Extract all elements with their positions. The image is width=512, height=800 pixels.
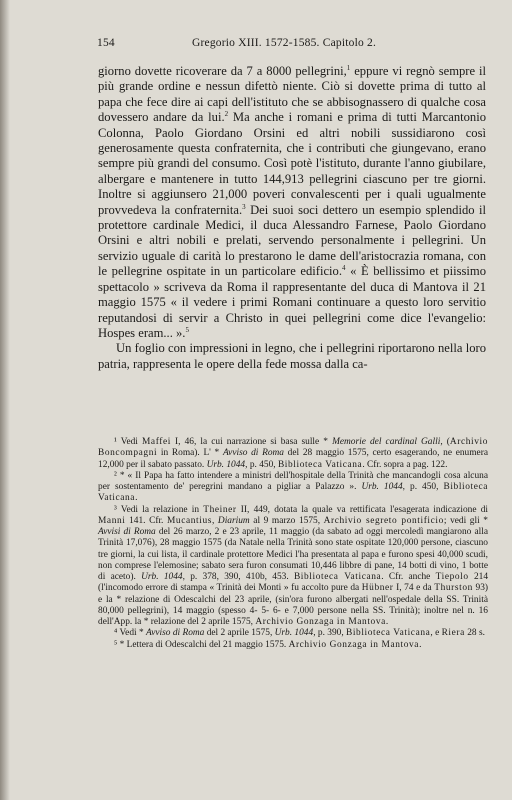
text-run: 214 (l'incomodo errore di stampa « Trinità dei Monti » fu accolto pure da bbox=[98, 572, 489, 594]
text-run: . Cfr. sopra a pag. 122. bbox=[362, 459, 448, 470]
author-name: Thurston bbox=[434, 583, 473, 594]
text-run: del 2 aprile 1575, bbox=[204, 628, 275, 639]
text-run: « È bellissimo et piissimo spettacolo » scriveva da Roma il rappresentante del duca di Mantova il 21 maggio 1575 « il vedere i primi Romani continuare a questo loro servitio reputandosi di servir a Christo in quei pellegrini come dice l'evangelio: Hospes eram... ». bbox=[98, 264, 486, 340]
page-header bbox=[97, 37, 492, 49]
paragraph-1 bbox=[98, 64, 486, 341]
text-run: , p. 378, 390, 410b, 453. bbox=[182, 572, 294, 582]
text-run: , ( bbox=[440, 437, 450, 447]
source-title: Avviso di Roma bbox=[222, 448, 284, 459]
footnote-1 bbox=[98, 437, 488, 471]
page-number: 154 bbox=[97, 37, 115, 49]
text-run: ; vedi gli * bbox=[443, 515, 488, 526]
source-title: Memorie del cardinal Galli bbox=[332, 437, 441, 447]
footnote-3 bbox=[98, 505, 488, 629]
footnote-ref-2: 2 bbox=[224, 110, 229, 119]
source-title: Urb. 1044 bbox=[361, 482, 403, 492]
author-name: Mucantius bbox=[167, 515, 212, 526]
author-name: Theiner bbox=[203, 504, 237, 515]
text-run: , p. 450, bbox=[245, 459, 278, 470]
text-run: I, 46, la cui narrazione si basa sulle * bbox=[170, 437, 333, 447]
page-gutter-shadow bbox=[0, 0, 10, 800]
main-text bbox=[98, 64, 486, 372]
text-run: ¹ Vedi bbox=[114, 437, 142, 447]
footnote-ref-4: 4 bbox=[342, 264, 346, 273]
paragraph-2: Un foglio con impressioni in legno, che i pellegrini riportarono nella loro patria, rappresenta le opere della fede mossa dalla ca- bbox=[98, 341, 486, 371]
text-run: , e bbox=[430, 628, 442, 639]
text-run: , bbox=[211, 515, 218, 526]
footnote-5 bbox=[98, 640, 488, 651]
text-run: , p. 450, bbox=[402, 482, 444, 492]
source-title: Avvisi di Roma bbox=[98, 527, 156, 537]
footnote-2 bbox=[98, 471, 488, 505]
text-run: 93) e la * relazione di Odescalchi del 23 aprile, (sin'ora furono albergati nell'ospedale della SS. Trinità 80,000 pellegrini), 14 maggio (spesso 4- 5- 6- e 7,000 persone nella SS. Trinità); inoltre nel n. 16 dell'App. la * relazione del 2 aprile 1575, bbox=[98, 583, 488, 627]
text-run: giorno dovette ricoverare da 7 a 8000 pellegrini, bbox=[98, 64, 347, 78]
archive-name: Biblioteca Vaticana bbox=[293, 572, 382, 582]
footnote-ref-1: 1 bbox=[346, 63, 351, 72]
text-run: eppure vi regnò sempre il più grande ordine e nessun difettò niente. Ciò si dovette prima di tutto al papa che fece dire ai capi dell'istituto che se abbisognassero di qualche cosa dovessero andare da lui. bbox=[98, 64, 486, 125]
text-run: . Cfr. anche bbox=[381, 572, 436, 582]
text-run: ³ Vedi la relazione in bbox=[114, 504, 204, 515]
text-run: al 9 marzo 1575, bbox=[249, 515, 324, 526]
footnotes bbox=[98, 437, 488, 651]
source-title: Urb. 1044 bbox=[141, 572, 183, 582]
author-name: Maffei bbox=[142, 437, 171, 447]
archive-name: Archivio Gonzaga in Mantova bbox=[288, 639, 420, 650]
text-run: ⁴ Vedi * bbox=[114, 628, 147, 639]
footnote-ref-5: 5 bbox=[185, 325, 189, 334]
text-run: . bbox=[419, 639, 422, 650]
text-run: 141. Cfr. bbox=[125, 515, 167, 526]
text-run: ⁵ * Lettera di Odescalchi del 21 maggio 1575. bbox=[114, 639, 289, 650]
text-run: I, 74 e da bbox=[393, 583, 435, 594]
text-run: del 28 maggio 1575, certo esagerando, ne enumera 12,000 per il sabato passato. bbox=[98, 448, 488, 470]
footnote-4 bbox=[98, 628, 488, 639]
archive-name: Biblioteca Vaticana bbox=[98, 482, 489, 504]
running-title: Gregorio XIII. 1572-1585. Capitolo 2. bbox=[192, 37, 377, 49]
text-run: II, 449, dotata la quale va rettificata l'esagerata indicazione di bbox=[236, 504, 489, 515]
author-name: Manni bbox=[98, 515, 126, 526]
text-run: ² * « Il Papa ha fatto intendere a ministri dell'hospitale della Trinità che mancandogli cosa alcuna per sostentamento de' peregrini mandano a pigliar a Palazzo ». bbox=[98, 470, 488, 492]
author-name: Tiepolo bbox=[435, 572, 469, 582]
text-run: del 26 marzo, 2 e 23 aprile, 11 maggio (da sabato ad oggi mercoledì mangiarono alla Trinità 17,076), 28 maggio 1575 (da Natale nella Trinità sono state ospitate 120,000 persone, ciascuno tre giorni, la cui lista, il cardinale protettore Medici l'ha presentata al papa e furono spesi 40,000 scudi, non comprese l'elemosine; sabato sera furon consumati 10,446 libbre di pane, 14 botti di vino, 1 botte di aceto). bbox=[98, 527, 488, 582]
text-run: . bbox=[135, 493, 138, 504]
source-title: Diarium bbox=[217, 515, 250, 526]
source-title: Urb. 1044 bbox=[274, 628, 314, 639]
text-run: 28 s. bbox=[464, 628, 485, 639]
archive-name: Archivio Gonzaga in Mantova bbox=[255, 617, 386, 627]
archive-name: Archivio Boncompagni bbox=[98, 437, 489, 459]
text-run: Ma anche i romani e prima di tutti Marcantonio Colonna, Paolo Giordano Orsini ed altri nobili sussidiarono così generosamente questa confraternita, che i contributi che giungevano, erano sempre più grandi del consumo. Così potè l'istituto, durante l'anno giubilare, albergare e mantenere in tutto 144,913 pellegrini ciascuno per tre giorni. Inoltre si aggiunsero 21,000 poveri convalescenti per i quali ugualmente provvedeva la confraternita. bbox=[98, 110, 486, 217]
text-run: . bbox=[385, 617, 389, 627]
archive-name: Biblioteca Vaticana bbox=[277, 459, 363, 470]
author-name: Hübner bbox=[361, 583, 394, 594]
footnote-ref-3: 3 bbox=[242, 202, 246, 211]
archive-name: Biblioteca Vaticana bbox=[346, 628, 431, 639]
source-title: Avviso di Roma bbox=[146, 628, 205, 639]
text-run: in Roma). L' * bbox=[157, 448, 223, 459]
source-title: Urb. 1044 bbox=[206, 459, 246, 470]
text-run: , p. 390, bbox=[313, 628, 346, 639]
author-name: Riera bbox=[441, 628, 465, 639]
archive-name: Archivio segreto pontificio bbox=[323, 515, 444, 526]
text-run: Dei suoi soci dettero un esempio splendido il protettore cardinale Medici, il duca Alessandro Farnese, Paolo Giordano Orsini e altri nobili e prelati, servendo personalmente i pellegrini. Un servizio uguale di carità lo prestarono le dame dell'aristocrazia romana, con le pellegrine ospitate in un particolare edificio. bbox=[98, 202, 486, 279]
